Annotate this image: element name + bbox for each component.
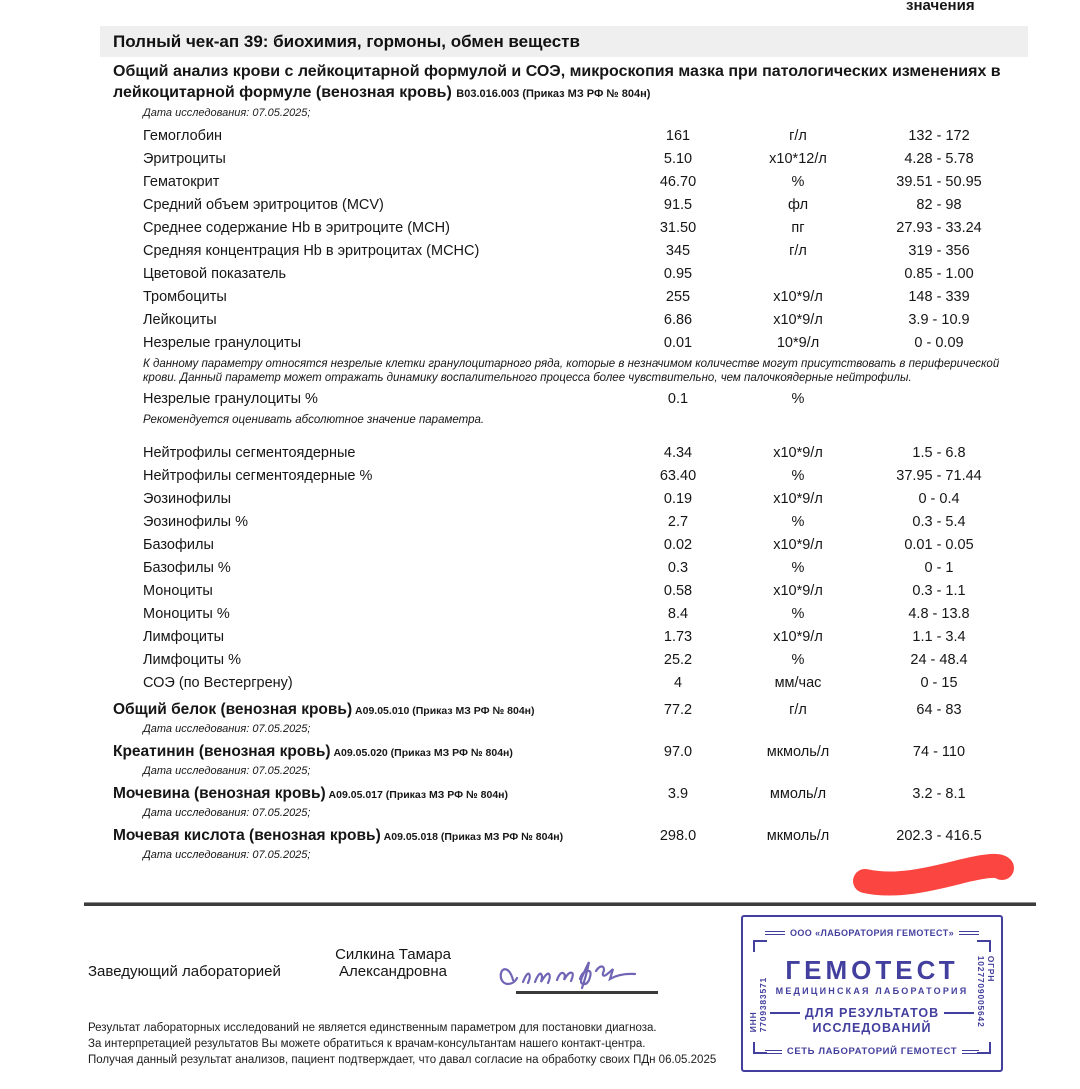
result-value: 3.9 bbox=[667, 786, 689, 802]
lab-row bbox=[0, 625, 1080, 648]
stamp-org-name: ООО «ЛАБОРАТОРИЯ ГЕМОТЕСТ» bbox=[789, 928, 955, 938]
parameter-name: Моноциты bbox=[143, 582, 213, 599]
result-value: 6.86 bbox=[663, 311, 693, 328]
signature-underline bbox=[516, 991, 658, 994]
study-date: Дата исследования: 07.05.2025; bbox=[143, 765, 311, 777]
parameter-name: Эозинофилы % bbox=[143, 513, 248, 530]
reference-range: 37.95 - 71.44 bbox=[896, 467, 982, 484]
result-value: 0.3 bbox=[667, 559, 689, 576]
result-unit: х10*9/л bbox=[773, 628, 823, 645]
reference-range: 4.28 - 5.78 bbox=[904, 150, 974, 167]
stamp-brand-logo: ГЕМОТЕСТ bbox=[785, 955, 959, 985]
parameter-note: Рекомендуется оценивать абсолютное значение параметра. bbox=[143, 414, 485, 426]
result-unit: х10*12/л bbox=[769, 150, 827, 167]
reference-range: 0.01 - 0.05 bbox=[904, 536, 974, 553]
stamp-corner-bracket bbox=[977, 940, 991, 952]
result-value: 46.70 bbox=[659, 173, 697, 190]
reference-range: 24 - 48.4 bbox=[910, 651, 968, 668]
parameter-name: Базофилы % bbox=[143, 559, 231, 576]
stamp-decor-line bbox=[962, 1050, 979, 1054]
result-unit: мм/час bbox=[774, 674, 822, 691]
stamp-decor-line bbox=[944, 1012, 974, 1014]
parameter-name: Гемоглобин bbox=[143, 127, 223, 144]
reference-range: 0 - 0.09 bbox=[914, 334, 964, 351]
lab-row bbox=[0, 579, 1080, 602]
parameter-name: Нейтрофилы сегментоядерные % bbox=[143, 467, 373, 484]
parameter-name: Лимфоциты bbox=[143, 628, 225, 645]
study-date: Дата исследования: 07.05.2025; bbox=[143, 107, 311, 119]
section-result-row bbox=[0, 784, 1080, 805]
result-unit: ммоль/л bbox=[769, 786, 827, 802]
stamp-decor-line bbox=[765, 931, 785, 935]
result-unit: х10*9/л bbox=[773, 536, 823, 553]
disclaimer-line: Получая данный результат анализов, пациент подтверждает, что давал согласие на обработку своих ПДн 06.05.2025 bbox=[88, 1054, 717, 1066]
signature-name-line2: Александровна bbox=[339, 963, 447, 980]
reference-range: 0 - 15 bbox=[920, 674, 958, 691]
section-code: А09.05.017 (Приказ МЗ РФ № 804н) bbox=[325, 789, 509, 801]
result-unit: х10*9/л bbox=[773, 288, 823, 305]
reference-range: 1.1 - 3.4 bbox=[912, 628, 966, 645]
result-unit: % bbox=[791, 605, 805, 622]
lab-row bbox=[0, 602, 1080, 625]
section-name-cell bbox=[113, 700, 608, 721]
result-unit: % bbox=[791, 559, 805, 576]
parameter-name: Базофилы bbox=[143, 536, 214, 553]
stamp-decor-line bbox=[959, 931, 979, 935]
reference-range: 74 - 110 bbox=[912, 744, 966, 760]
lab-row bbox=[0, 262, 1080, 285]
result-value: 25.2 bbox=[663, 651, 693, 668]
disclaimer-line: За интерпретацией результатов Вы можете обратиться к врачам-консультантам нашего контакт-центра. bbox=[88, 1038, 646, 1050]
parameter-name: Средняя концентрация Hb в эритроцитах (MCHC) bbox=[143, 242, 480, 259]
section-result-row bbox=[0, 826, 1080, 847]
lab-row bbox=[0, 556, 1080, 579]
parameter-name: Лимфоциты % bbox=[143, 651, 241, 668]
reference-range: 0.85 - 1.00 bbox=[904, 265, 974, 282]
lab-row bbox=[0, 124, 1080, 147]
stamp-corner-bracket bbox=[753, 940, 767, 952]
red-highlight-mark bbox=[851, 851, 1015, 897]
lab-row bbox=[0, 487, 1080, 510]
lab-row bbox=[0, 239, 1080, 262]
result-unit: мкмоль/л bbox=[766, 828, 830, 844]
result-value: 255 bbox=[665, 288, 691, 305]
stamp-corner-bracket bbox=[977, 1042, 991, 1054]
parameter-name: Средний объем эритроцитов (MCV) bbox=[143, 196, 384, 213]
result-value: 0.58 bbox=[663, 582, 693, 599]
reference-range: 39.51 - 50.95 bbox=[896, 173, 982, 190]
lab-row bbox=[0, 648, 1080, 671]
signature-image bbox=[497, 956, 647, 996]
reference-range: 202.3 - 416.5 bbox=[896, 828, 982, 844]
stamp-purpose-row bbox=[765, 1006, 979, 1020]
footer-separator-line bbox=[84, 902, 1036, 906]
result-unit: мкмоль/л bbox=[766, 744, 830, 760]
stamp-inn: ИНН 7709383571 bbox=[748, 976, 768, 1032]
stamp-org-row bbox=[765, 928, 979, 938]
signature-role-label: Заведующий лабораторией bbox=[88, 963, 281, 980]
result-unit: % bbox=[791, 513, 805, 530]
parameter-note: К данному параметру относятся незрелые клетки гранулоцитарного ряда, которые в незначимом количестве могут присутствовать в периферической крови. Данный параметр может отражать динамику воспалительного процесса более чувствительно, чем палочкоядерные нейтрофилы. bbox=[143, 358, 1000, 384]
result-unit: г/л bbox=[789, 127, 807, 144]
result-value: 4.34 bbox=[663, 444, 693, 461]
reference-range: 0.3 - 1.1 bbox=[912, 582, 966, 599]
section-title: Мочевина (венозная кровь) bbox=[113, 785, 326, 802]
result-value: 0.19 bbox=[663, 490, 693, 507]
parameter-name: Цветовой показатель bbox=[143, 265, 287, 282]
lab-row bbox=[0, 147, 1080, 170]
parameter-name: Среднее содержание Hb в эритроците (MCH) bbox=[143, 219, 450, 236]
reference-range: 0 - 0.4 bbox=[918, 490, 960, 507]
result-unit: % bbox=[791, 173, 805, 190]
result-value: 1.73 bbox=[663, 628, 693, 645]
reference-range: 82 - 98 bbox=[916, 196, 962, 213]
reference-range: 27.93 - 33.24 bbox=[896, 219, 982, 236]
result-value: 345 bbox=[665, 242, 691, 259]
result-unit: г/л bbox=[789, 242, 807, 259]
result-value: 63.40 bbox=[659, 467, 697, 484]
result-value: 8.4 bbox=[667, 605, 689, 622]
stamp-subtitle: МЕДИЦИНСКАЯ ЛАБОРАТОРИЯ bbox=[775, 986, 969, 996]
stamp-network-name: СЕТЬ ЛАБОРАТОРИЙ ГЕМОТЕСТ bbox=[786, 1046, 958, 1057]
lab-row bbox=[0, 387, 1080, 410]
biochemistry-sections bbox=[0, 700, 1080, 862]
lab-row bbox=[0, 308, 1080, 331]
parameter-name: Эритроциты bbox=[143, 150, 226, 167]
lab-row bbox=[0, 441, 1080, 464]
stamp-network-row bbox=[765, 1046, 979, 1057]
parameter-name: Гематокрит bbox=[143, 173, 220, 190]
stamp-ogrn: ОГРН 1027709005642 bbox=[976, 955, 996, 1028]
result-unit: х10*9/л bbox=[773, 490, 823, 507]
parameter-name: Лейкоциты bbox=[143, 311, 217, 328]
panel-title-bar bbox=[100, 26, 1028, 57]
reference-range: 64 - 83 bbox=[916, 702, 962, 718]
lab-row bbox=[0, 464, 1080, 487]
stamp-purpose-line1: ДЛЯ РЕЗУЛЬТАТОВ bbox=[804, 1006, 940, 1020]
section-title: Мочевая кислота (венозная кровь) bbox=[113, 827, 381, 844]
result-unit: х10*9/л bbox=[773, 582, 823, 599]
result-value: 2.7 bbox=[667, 513, 689, 530]
reference-values-column-header-partial: значения bbox=[906, 0, 975, 14]
parameter-name: Нейтрофилы сегментоядерные bbox=[143, 444, 356, 461]
reference-range: 3.2 - 8.1 bbox=[912, 786, 966, 802]
lab-row bbox=[0, 331, 1080, 354]
section-result-row bbox=[0, 742, 1080, 763]
parameter-name: Незрелые гранулоциты % bbox=[143, 390, 318, 407]
signature-person-name bbox=[303, 946, 483, 980]
cbc-test-code: В03.016.003 (Приказ МЗ РФ № 804н) bbox=[456, 88, 651, 100]
parameter-name: Тромбоциты bbox=[143, 288, 227, 305]
disclaimer-line: Результат лабораторных исследований не является единственным параметром для постановки диагноза. bbox=[88, 1022, 657, 1034]
lab-row bbox=[0, 193, 1080, 216]
study-date: Дата исследования: 07.05.2025; bbox=[143, 723, 311, 735]
result-unit: % bbox=[791, 390, 805, 407]
reference-range: 319 - 356 bbox=[908, 242, 970, 259]
section-code: А09.05.018 (Приказ МЗ РФ № 804н) bbox=[380, 831, 564, 843]
result-value: 77.2 bbox=[663, 702, 693, 718]
section-result-row bbox=[0, 700, 1080, 721]
cbc-test-title: Общий анализ крови с лейкоцитарной формулой и СОЭ, микроскопия мазка при патологических изменениях в лейкоцитарной формуле (венозная кровь) bbox=[113, 63, 1001, 101]
stamp-decor-line bbox=[765, 1050, 782, 1054]
result-value: 0.02 bbox=[663, 536, 693, 553]
signature-name-line1: Силкина Тамара bbox=[335, 946, 451, 963]
lab-row bbox=[0, 671, 1080, 694]
result-value: 4 bbox=[673, 674, 683, 691]
section-name-cell bbox=[113, 826, 608, 847]
result-unit: пг bbox=[791, 219, 805, 236]
result-unit: фл bbox=[787, 196, 809, 213]
result-value: 0.95 bbox=[663, 265, 693, 282]
parameter-name: Моноциты % bbox=[143, 605, 230, 622]
gemotest-lab-stamp bbox=[741, 915, 1003, 1072]
result-value: 91.5 bbox=[663, 196, 693, 213]
reference-range: 132 - 172 bbox=[908, 127, 970, 144]
result-value: 298.0 bbox=[659, 828, 697, 844]
study-date: Дата исследования: 07.05.2025; bbox=[143, 849, 311, 861]
result-value: 0.1 bbox=[667, 390, 689, 407]
reference-range: 0.3 - 5.4 bbox=[912, 513, 966, 530]
lab-row bbox=[0, 216, 1080, 239]
lab-row bbox=[0, 285, 1080, 308]
reference-range: 0 - 1 bbox=[924, 559, 954, 576]
lab-row bbox=[0, 170, 1080, 193]
panel-title: Полный чек-ап 39: биохимия, гормоны, обмен веществ bbox=[113, 31, 580, 51]
result-unit: х10*9/л bbox=[773, 444, 823, 461]
section-code: А09.05.020 (Приказ МЗ РФ № 804н) bbox=[330, 747, 513, 759]
lab-row bbox=[0, 510, 1080, 533]
result-value: 97.0 bbox=[663, 744, 693, 760]
parameter-name: Незрелые гранулоциты bbox=[143, 334, 301, 351]
result-value: 0.01 bbox=[663, 334, 693, 351]
section-title: Креатинин (венозная кровь) bbox=[113, 743, 331, 760]
reference-range: 4.8 - 13.8 bbox=[908, 605, 970, 622]
lab-results-table bbox=[0, 124, 1080, 694]
cbc-test-header bbox=[113, 61, 1028, 105]
section-code: А09.05.010 (Приказ МЗ РФ № 804н) bbox=[352, 705, 535, 717]
stamp-purpose-line2: ИССЛЕДОВАНИЙ bbox=[812, 1021, 932, 1035]
result-unit: х10*9/л bbox=[773, 311, 823, 328]
reference-range: 148 - 339 bbox=[908, 288, 970, 305]
section-name-cell bbox=[113, 784, 608, 805]
result-value: 31.50 bbox=[659, 219, 697, 236]
reference-range: 1.5 - 6.8 bbox=[912, 444, 966, 461]
section-name-cell bbox=[113, 742, 608, 763]
stamp-decor-line bbox=[770, 1012, 800, 1014]
result-value: 161 bbox=[665, 127, 691, 144]
result-unit: г/л bbox=[789, 702, 807, 718]
result-value: 5.10 bbox=[663, 150, 693, 167]
reference-range: 3.9 - 10.9 bbox=[908, 311, 970, 328]
parameter-name: СОЭ (по Вестергрену) bbox=[143, 674, 293, 691]
result-unit: % bbox=[791, 467, 805, 484]
footer-disclaimer bbox=[88, 1020, 716, 1068]
parameter-name: Эозинофилы bbox=[143, 490, 232, 507]
lab-row bbox=[0, 533, 1080, 556]
result-unit: % bbox=[791, 651, 805, 668]
result-unit: 10*9/л bbox=[776, 334, 820, 351]
study-date: Дата исследования: 07.05.2025; bbox=[143, 807, 311, 819]
section-title: Общий белок (венозная кровь) bbox=[113, 701, 353, 718]
